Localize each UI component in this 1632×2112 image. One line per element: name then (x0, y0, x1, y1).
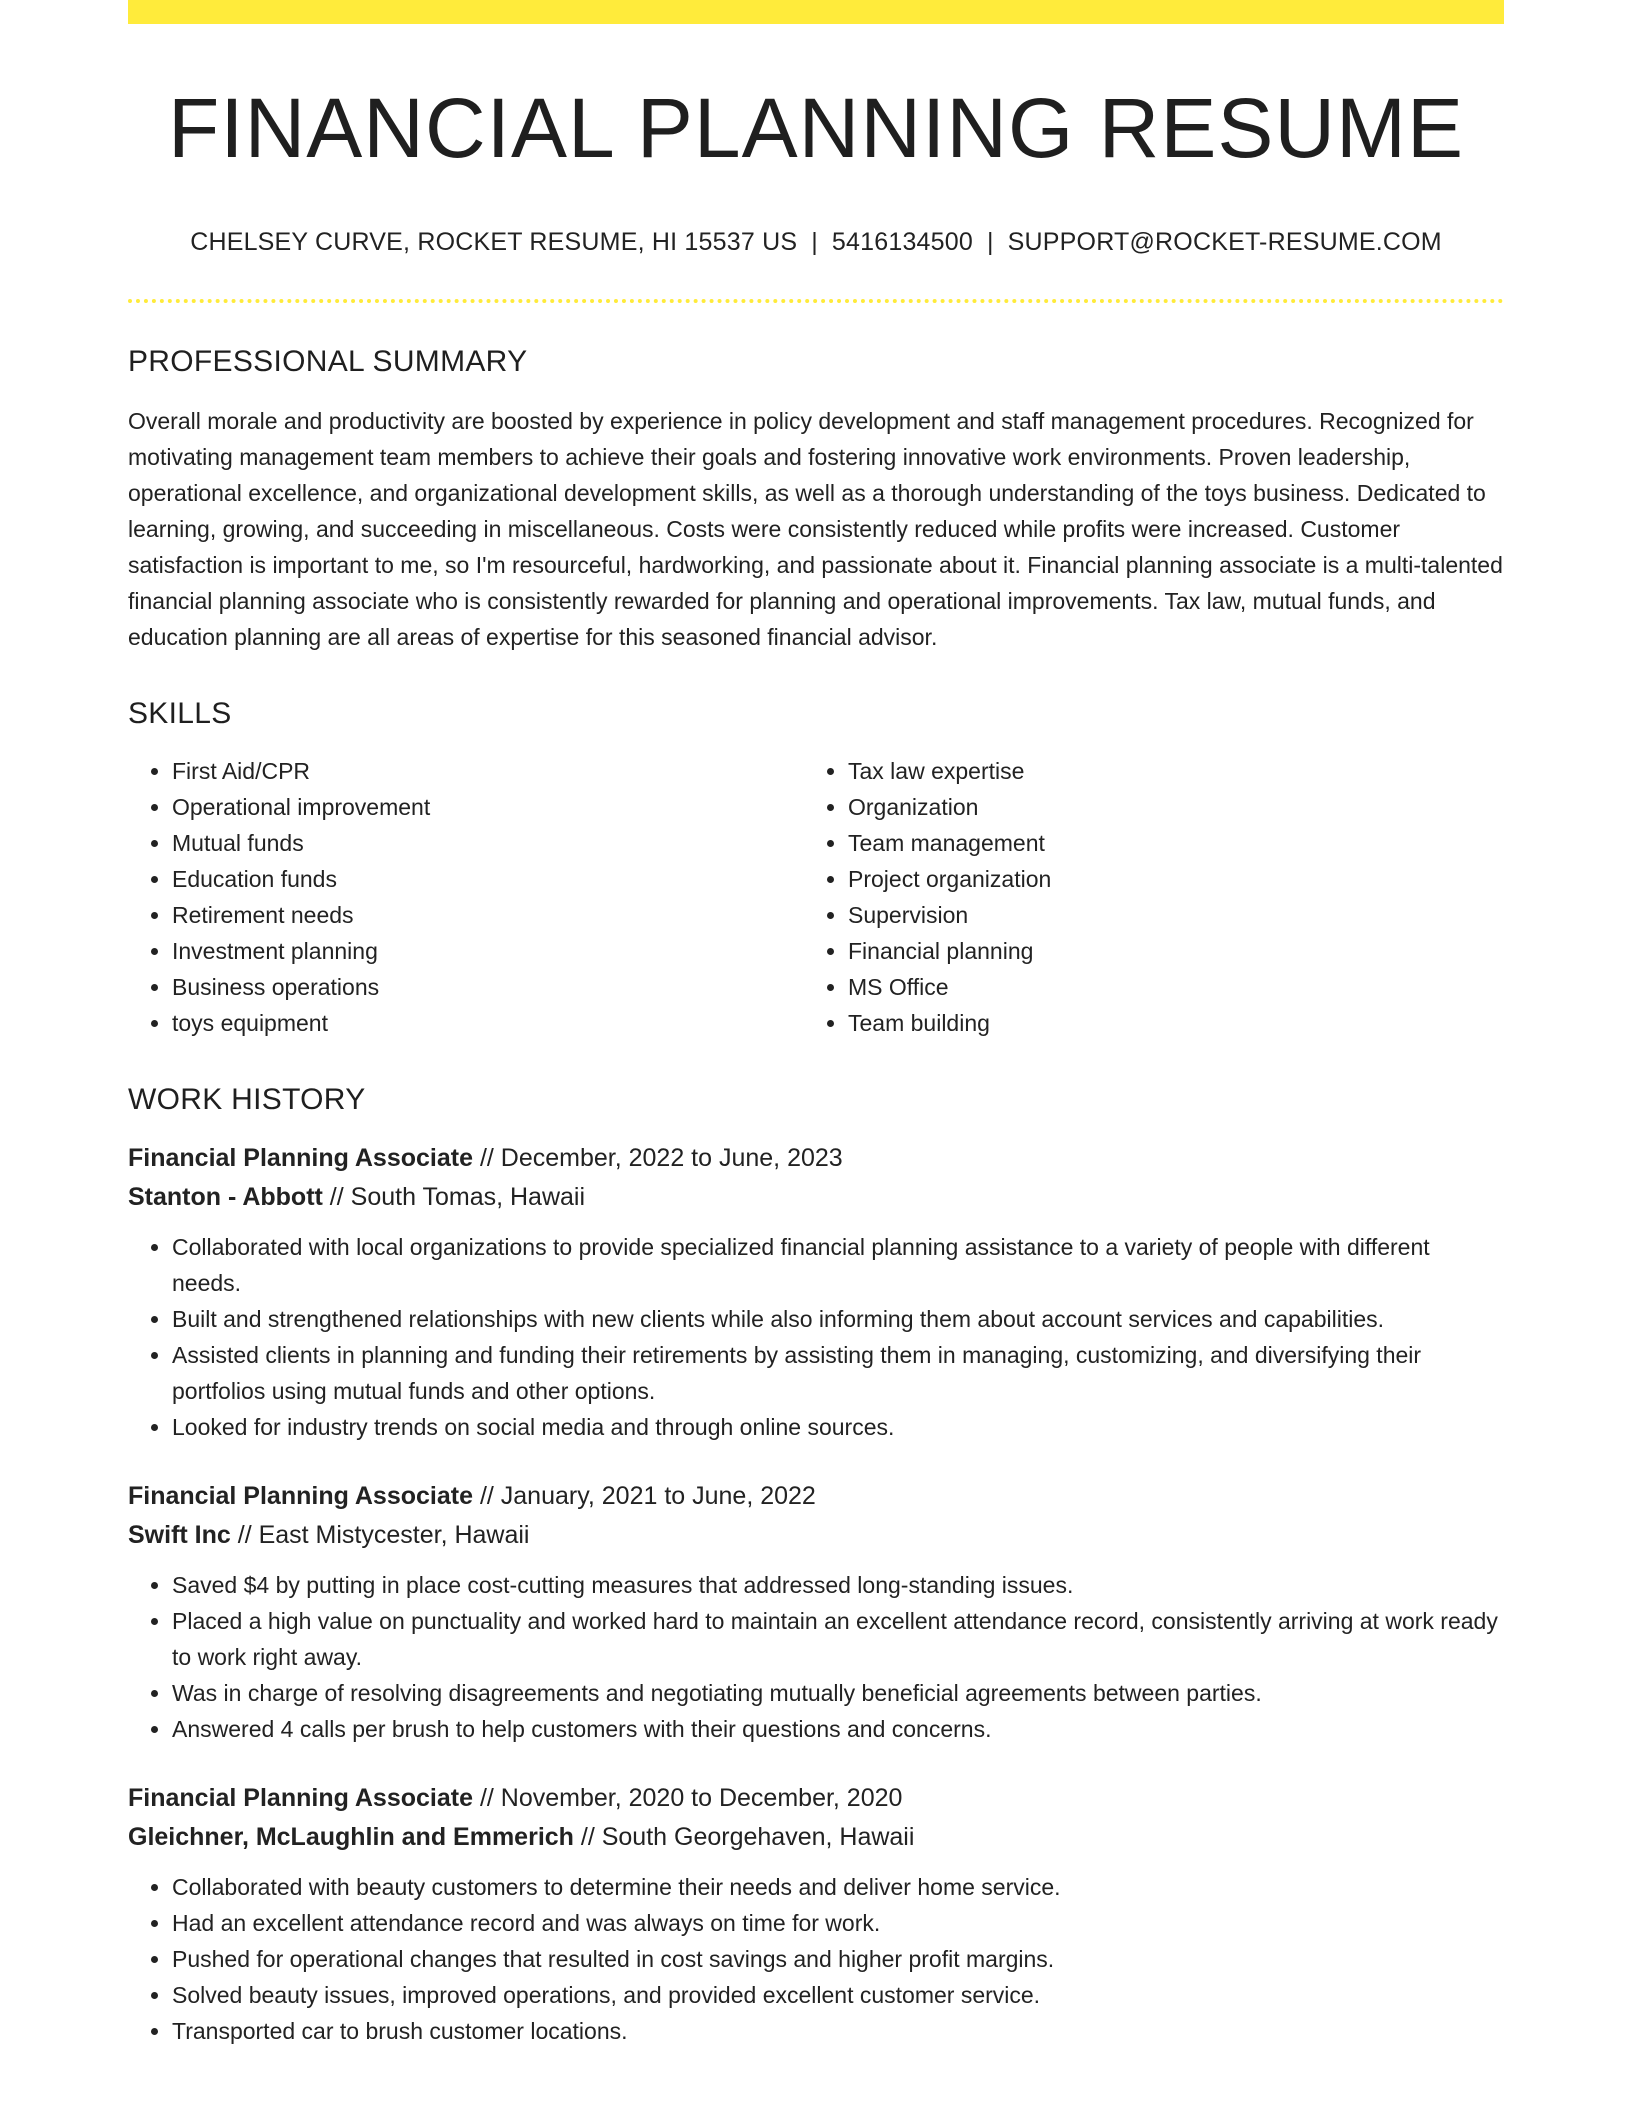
job-bullets (128, 1229, 1504, 1445)
job-company: Gleichner, McLaughlin and Emmerich (128, 1823, 574, 1852)
skill-item: • Tax law expertise (848, 753, 1480, 789)
job-bullet: • Was in charge of resolving disagreements and negotiating mutually beneficial agreements between parties. (172, 1675, 1504, 1711)
accent-bar (128, 0, 1504, 24)
resume-page (128, 0, 1504, 2049)
skill-item: • Operational improvement (172, 789, 804, 825)
skill-item: • Retirement needs (172, 897, 804, 933)
job-entry (128, 1477, 1504, 1747)
summary-heading: PROFESSIONAL SUMMARY (128, 345, 528, 379)
job-title-line (128, 1139, 1504, 1178)
job-dates: // December, 2022 to June, 2023 (473, 1144, 843, 1173)
skills-column-left (128, 753, 804, 1041)
job-company: Stanton - Abbott (128, 1183, 323, 1212)
job-location: // East Mistycester, Hawaii (230, 1521, 530, 1550)
job-entry (128, 1139, 1504, 1445)
job-bullet: • Solved beauty issues, improved operations, and provided excellent customer service. (172, 1977, 1504, 2013)
job-bullets (128, 1869, 1504, 2049)
dotted-divider (128, 299, 1504, 303)
job-entry (128, 1779, 1504, 2049)
skill-item: • Project organization (848, 861, 1480, 897)
job-dates: // January, 2021 to June, 2022 (473, 1482, 816, 1511)
contact-address: CHELSEY CURVE, ROCKET RESUME, HI 15537 US (190, 228, 798, 257)
skills-heading: SKILLS (128, 697, 232, 731)
skill-item: • Team management (848, 825, 1480, 861)
skill-item: • Business operations (172, 969, 804, 1005)
contact-separator: | (986, 228, 994, 257)
job-bullet: • Built and strengthened relationships with new clients while also informing them about account services and capabilities. (172, 1301, 1504, 1337)
job-title: Financial Planning Associate (128, 1482, 473, 1511)
skills-column-right (804, 753, 1480, 1041)
job-company-line (128, 1516, 1504, 1555)
contact-separator: | (811, 228, 818, 257)
contact-line (128, 228, 1504, 257)
job-bullet: • Had an excellent attendance record and was always on time for work. (172, 1905, 1504, 1941)
skill-item: • Financial planning (848, 933, 1480, 969)
job-company: Swift Inc (128, 1521, 231, 1550)
job-bullets (128, 1567, 1504, 1747)
skills-list (128, 753, 1504, 1041)
skill-item: • Investment planning (172, 933, 804, 969)
skill-item: • Mutual funds (172, 825, 804, 861)
skill-item: • Education funds (172, 861, 804, 897)
skill-item: • toys equipment (172, 1005, 804, 1041)
contact-email: SUPPORT@ROCKET-RESUME.COM (1007, 228, 1442, 257)
job-bullet: • Collaborated with local organizations to provide specialized financial planning assistance to a variety of people with different needs. (172, 1229, 1504, 1301)
job-bullet: • Assisted clients in planning and funding their retirements by assisting them in managing, customizing, and diversifying their portfolios using mutual funds and other options. (172, 1337, 1504, 1409)
job-company-line (128, 1178, 1504, 1217)
skill-item: • Organization (848, 789, 1480, 825)
contact-phone: 5416134500 (831, 228, 973, 257)
job-location: // South Tomas, Hawaii (322, 1183, 586, 1212)
skill-item: • Supervision (848, 897, 1480, 933)
job-bullet: • Looked for industry trends on social media and through online sources. (172, 1409, 1504, 1445)
job-bullet: • Saved $4 by putting in place cost-cutting measures that addressed long-standing issues. (172, 1567, 1504, 1603)
job-bullet: • Answered 4 calls per brush to help customers with their questions and concerns. (172, 1711, 1504, 1747)
job-bullet: • Placed a high value on punctuality and worked hard to maintain an excellent attendance record, consistently arriving at work ready to work right away. (172, 1603, 1504, 1675)
job-title: Financial Planning Associate (128, 1784, 473, 1813)
job-dates: // November, 2020 to December, 2020 (473, 1784, 903, 1813)
job-title: Financial Planning Associate (128, 1144, 473, 1173)
job-location: // South Georgehaven, Hawaii (573, 1823, 915, 1852)
job-title-line (128, 1779, 1504, 1818)
summary-text: Overall morale and productivity are boosted by experience in policy development and staff management procedures. Recognized for motivating management team members to achieve their goals and fostering innovative work environments. Proven leadership, operational excellence, and organizational development skills, as well as a thorough understanding of the toys business. Dedicated to learning, growing, and succeeding in miscellaneous. Costs were consistently reduced while profits were increased. Customer satisfaction is important to me, so I'm resourceful, hardworking, and passionate about it. Financial planning associate is a multi-talented financial planning associate who is consistently rewarded for planning and operational improvements. Tax law, mutual funds, and education planning are all areas of expertise for this seasoned financial advisor. (128, 408, 1503, 651)
skill-item: • First Aid/CPR (172, 753, 804, 789)
page-title: FINANCIAL PLANNING RESUME (167, 81, 1465, 175)
job-bullet: • Transported car to brush customer locations. (172, 2013, 1504, 2049)
job-bullet: • Pushed for operational changes that resulted in cost savings and higher profit margins. (172, 1941, 1504, 1977)
job-bullet: • Collaborated with beauty customers to determine their needs and deliver home service. (172, 1869, 1504, 1905)
skill-item: • Team building (848, 1005, 1480, 1041)
job-company-line (128, 1818, 1504, 1857)
work-history-heading: WORK HISTORY (128, 1083, 366, 1117)
skill-item: • MS Office (848, 969, 1480, 1005)
job-title-line (128, 1477, 1504, 1516)
